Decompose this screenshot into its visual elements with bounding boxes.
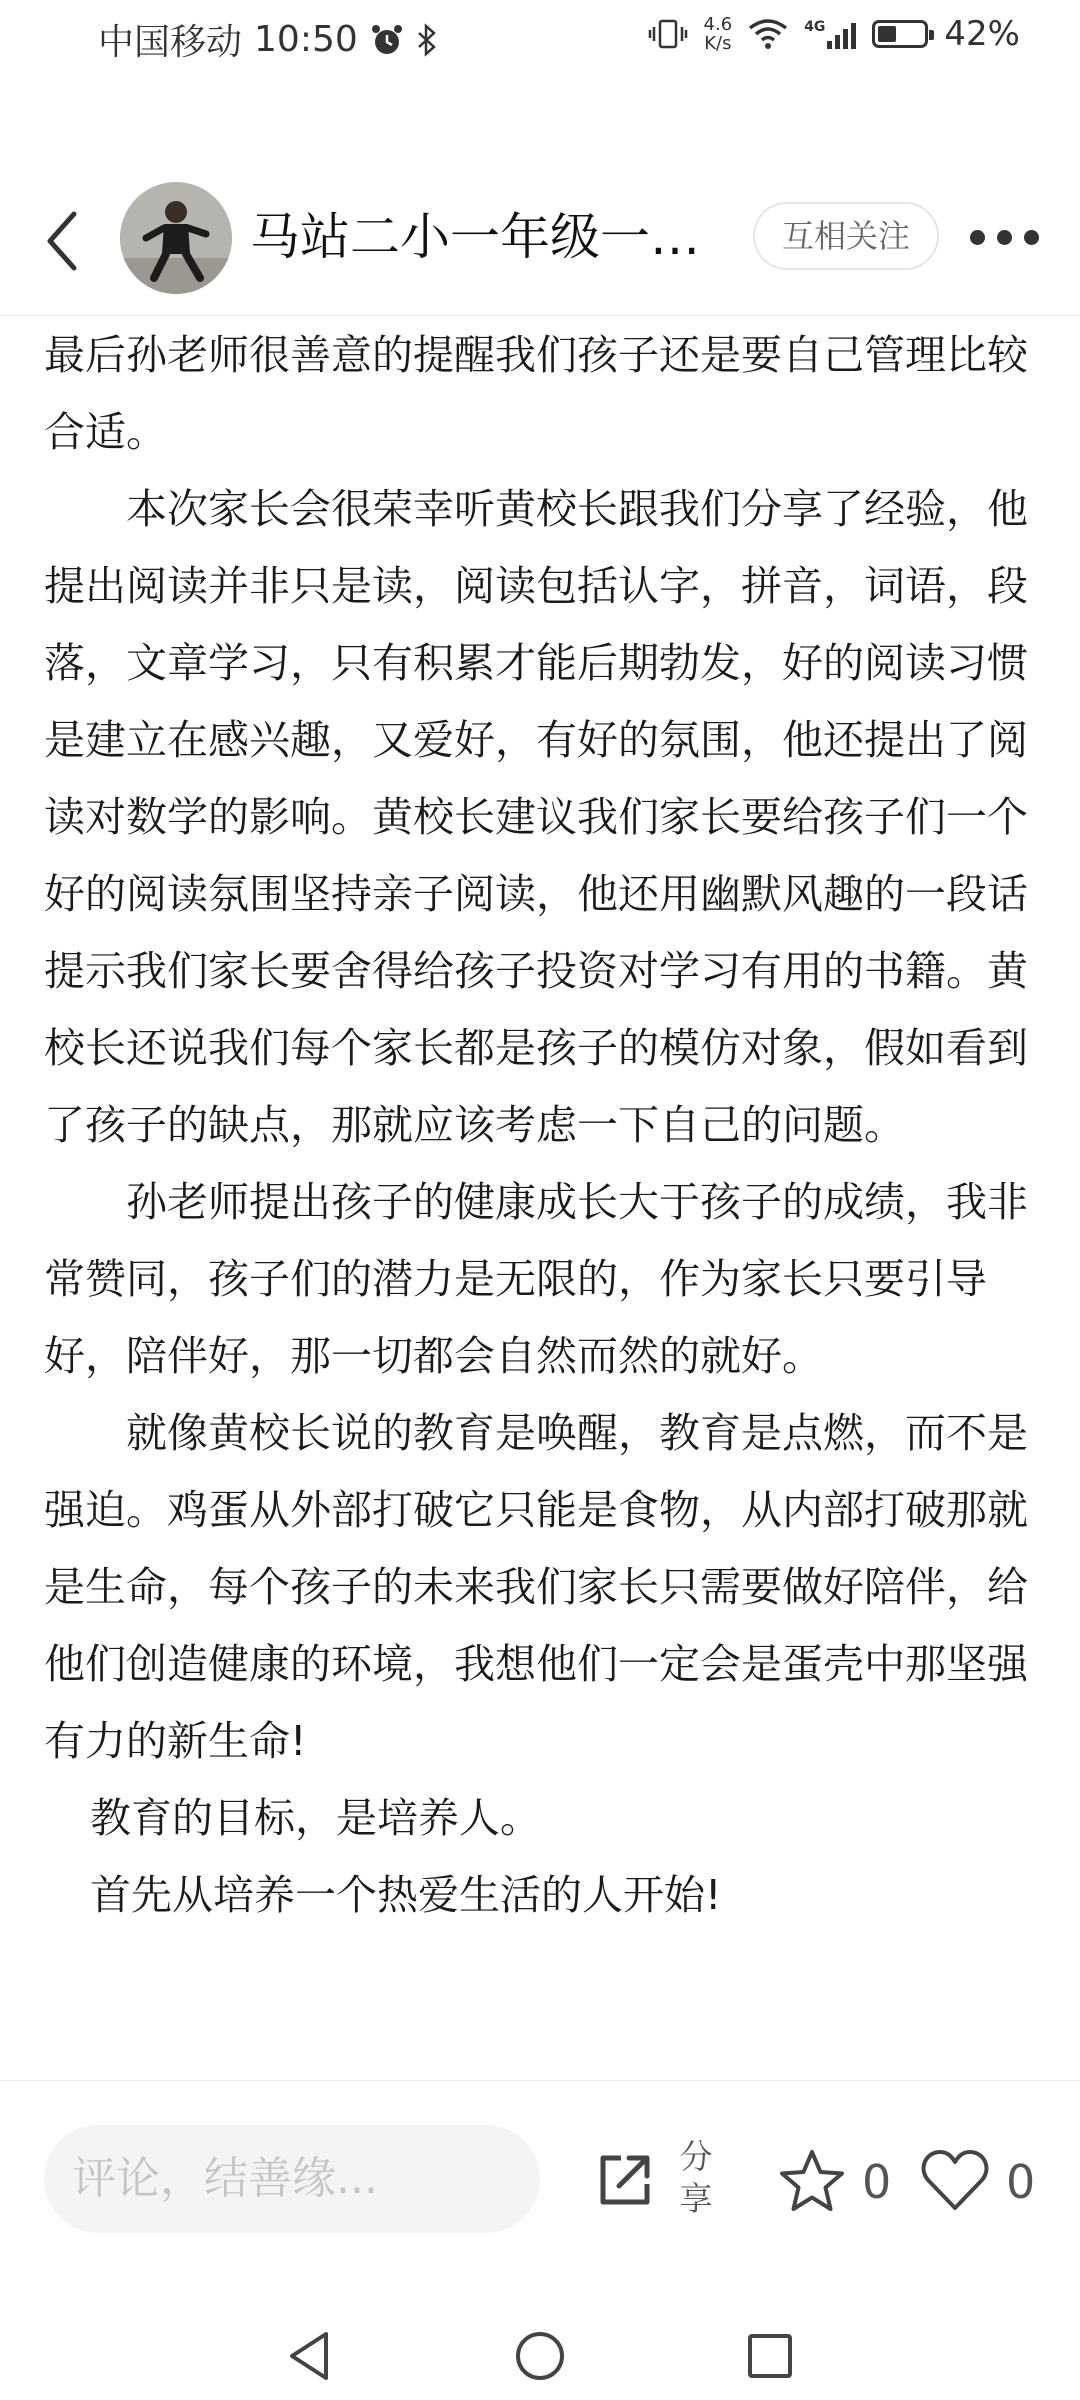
bluetooth-icon — [416, 23, 438, 57]
favorite-count: 0 — [862, 2155, 892, 2209]
network-speed-unit: K/s — [704, 33, 732, 54]
follow-button[interactable]: 互相关注 — [753, 202, 939, 270]
article-paragraph: 本次家长会很荣幸听黄校长跟我们分享了经验，他提出阅读并非只是读，阅读包括认字，拼音，词语，段落，文章学习，只有积累才能后期勃发，好的阅读习惯是建立在感兴趣，又爱好，有好的氛围，他还提出了阅读对数学的影响。黄校长建议我们家长要给孩子们一个好的阅读氛围坚持亲子阅读，他还用幽默风趣的一段话提示我们家长要舍得给孩子投资对学习有用的书籍。黄校长还说我们每个家长都是孩子的模仿对象，假如看到了孩子的缺点，那就应该考虑一下自己的问题。 — [44, 485, 1028, 1149]
comment-input[interactable] — [44, 2125, 540, 2233]
battery-percent: 42% — [944, 14, 1020, 54]
status-bar — [0, 0, 1080, 80]
network-speed — [704, 15, 733, 53]
alarm-icon — [370, 23, 404, 57]
status-left — [98, 14, 438, 65]
article-paragraph: 就像黄校长说的教育是唤醒，教育是点燃，而不是强迫。鸡蛋从外部打破它只能是食物，从内部打破那就是生命，每个孩子的未来我们家长只需要做好陪伴，给他们创造健康的环境，我想他们一定会是蛋壳中那坚强有力的新生命! — [44, 1409, 1028, 1765]
clock-time: 10:50 — [254, 19, 358, 60]
nav-back-icon[interactable] — [282, 2328, 338, 2384]
article-header — [0, 180, 1080, 316]
battery-level — [878, 26, 896, 42]
status-right — [648, 14, 1020, 54]
article-paragraph: 孙老师提出孩子的健康成长大于孩子的成绩，我非常赞同，孩子们的潜力是无限的，作为家长只要引导好，陪伴好，那一切都会自然而然的就好。 — [44, 1178, 1028, 1380]
article-paragraph: 教育的目标，是培养人。 — [90, 1794, 541, 1842]
vibrate-icon — [648, 17, 688, 51]
nav-home-icon[interactable] — [512, 2328, 568, 2384]
cellular-signal — [804, 19, 856, 49]
system-nav-bar — [0, 2300, 1080, 2400]
nav-recents-icon[interactable] — [742, 2328, 798, 2384]
article-paragraph: 最后孙老师很善意的提醒我们孩子还是要自己管理比较合适。 — [44, 331, 1028, 456]
avatar[interactable] — [120, 182, 232, 294]
like-count: 0 — [1006, 2155, 1036, 2209]
share-icon[interactable] — [595, 2150, 655, 2210]
article-paragraph: 首先从培养一个热爱生活的人开始! — [90, 1871, 722, 1919]
avatar-image — [120, 182, 232, 294]
divider — [0, 2080, 1080, 2081]
signal-icon — [827, 19, 856, 49]
wifi-icon — [748, 18, 788, 50]
battery-icon — [872, 20, 928, 48]
star-icon[interactable] — [778, 2148, 846, 2216]
comment-placeholder: 评论，结善缘... — [72, 2153, 378, 2204]
more-icon[interactable] — [970, 230, 1039, 245]
back-arrow-icon[interactable] — [38, 206, 98, 276]
heart-icon[interactable] — [920, 2148, 990, 2214]
article-body — [44, 317, 1044, 1934]
share-label[interactable]: 分享 — [679, 2137, 713, 2218]
network-speed-value: 4.6 — [703, 14, 733, 35]
carrier-name: 中国移动 — [98, 22, 243, 63]
network-type: 4G — [804, 19, 826, 35]
page-title[interactable]: 马站二小一年级一… — [250, 208, 700, 266]
